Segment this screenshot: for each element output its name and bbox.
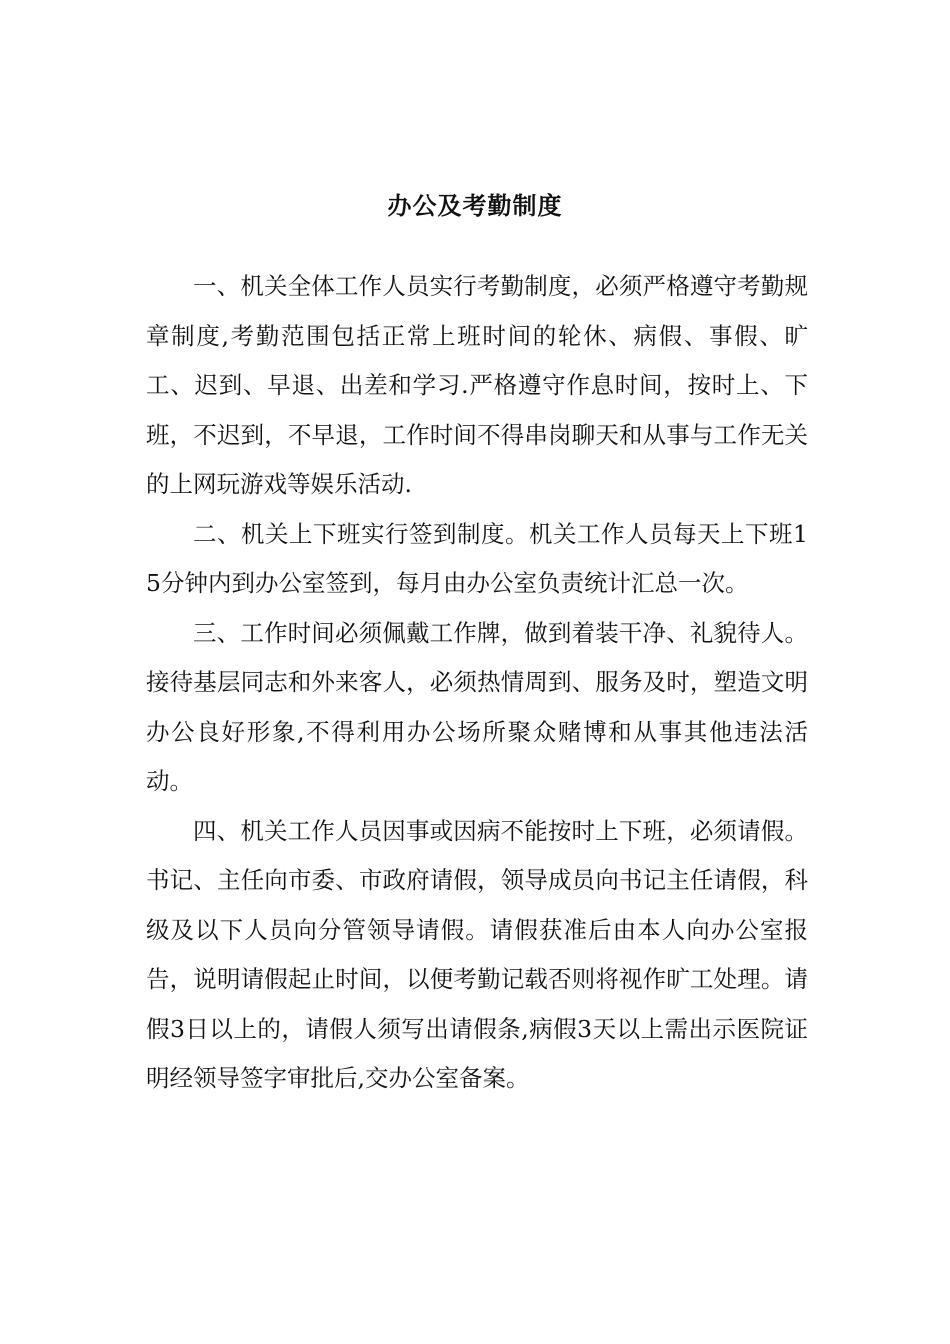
paragraph-4: 四、机关工作人员因事或因病不能按时上下班，必须请假。书记、主任向市委、市政府请假，领导成员向书记主任请假，科级及以下人员向分管领导请假。请假获准后由本人向办公室报告，说明请假起止时间，以便考勤记载否则将视作旷工处理。请假3日以上的，请假人须写出请假条,病假3天以上需出示医院证明经领导签字审批后,交办公室备案。 <box>146 816 808 1092</box>
document-body <box>146 262 808 1104</box>
paragraph-2: 二、机关上下班实行签到制度。机关工作人员每天上下班15分钟内到办公室签到，每月由办公室负责统计汇总一次。 <box>146 519 808 597</box>
document-title: 办公及考勤制度 <box>387 192 563 220</box>
paragraph-1: 一、机关全体工作人员实行考勤制度，必须严格遵守考勤规章制度,考勤范围包括正常上班时间的轮休、病假、事假、旷工、迟到、早退、出差和学习.严格遵守作息时间，按时上、下班，不迟到，不早退，工作时间不得串岗聊天和从事与工作无关的上网玩游戏等娱乐活动. <box>146 272 808 498</box>
paragraph-3: 三、工作时间必须佩戴工作牌，做到着装干净、礼貌待人。接待基层同志和外来客人，必须热情周到、服务及时，塑造文明办公良好形象,不得利用办公场所聚众赌博和从事其他违法活动。 <box>146 618 808 795</box>
